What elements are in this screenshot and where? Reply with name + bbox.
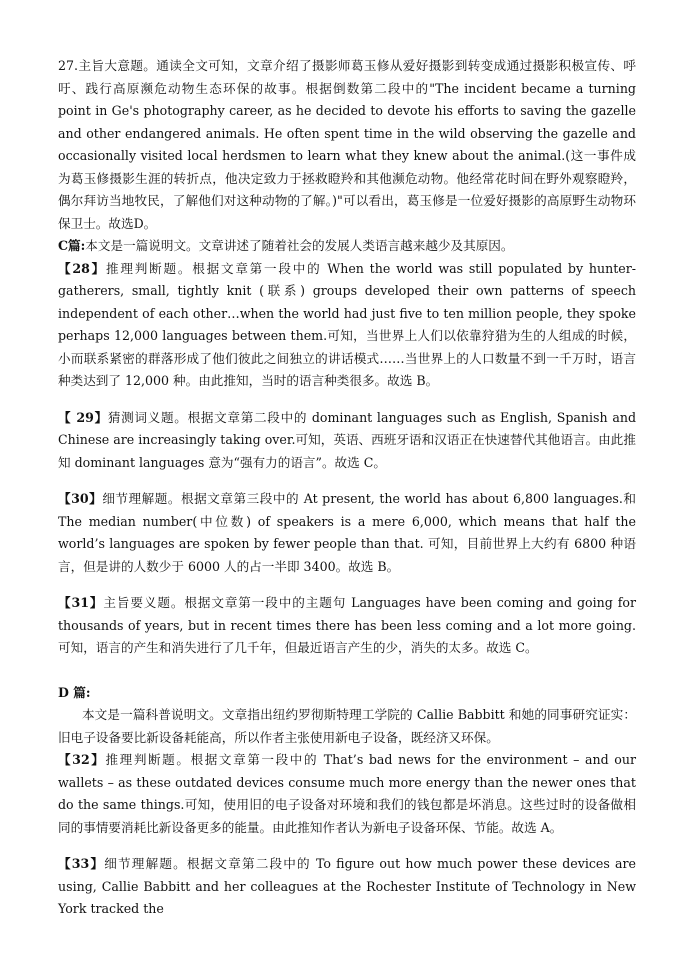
- section-d-summary: 本文是一篇科普说明文。文章指出纽约罗彻斯特理工学院的 Callie Babbitt 和她的同事研究证实：旧电子设备要比新设备耗能高，所以作者主张使用新电子设备，既经济又环保。: [58, 707, 636, 745]
- document-page: [58, 55, 636, 921]
- q30-tag: 【30】: [58, 491, 103, 506]
- q29-tag: 【 29】: [58, 409, 108, 425]
- q29-text: 猜测词义题。根据文章第二段中的 dominant languages such as English, Spanish and Chinese are increasingly taking over.可知，英语、西班牙语和汉语正在快速替代其他语言。由此推知 dominant languages 意为“强有力的语言”。故选 C。: [58, 409, 637, 470]
- section-c-label: C篇:: [58, 238, 86, 253]
- paragraph-q28: [58, 258, 636, 393]
- section-c-intro: [58, 235, 636, 258]
- q32-text: 推理判断题。根据文章第一段中的 That’s bad news for the environment – and our wallets – as these outdated devices consume much more energy than the newer ones that do the same things.可知，使用旧的电子设备对环境和我们的钱包都是坏消息。这些过时的设备做相同的事情要消耗比新设备更多的能量。由此推知作者认为新电子设备环保、节能。故选 A。: [58, 752, 636, 835]
- q32-tag: 【32】: [58, 752, 106, 767]
- q30-text: 细节理解题。根据文章第三段中的 At present, the world has about 6,800 languages.和 The median number(中位数) of speakers is a mere 6,000, which means that half the world’s languages are spoken by fewer people than that. 可知，目前世界上大约有 6800 种语言，但是讲的人数少于 6000 人的占一半即 3400。故选 B。: [58, 491, 636, 574]
- q33-tag: 【33】: [58, 856, 105, 871]
- paragraph-q29: [58, 407, 636, 475]
- q31-text: 主旨要义题。根据文章第一段中的主题句 Languages have been coming and going for thousands of years, but in recent times there has been less coming and a lot more going.可知，语言的产生和消失进行了几千年，但最近语言产生的少，消失的太多。故选 C。: [58, 595, 636, 655]
- section-c-summary: 本文是一篇说明文。文章讲述了随着社会的发展人类语言越来越少及其原因。: [85, 238, 514, 253]
- paragraph-q31: [58, 592, 636, 660]
- q31-tag: 【31】: [58, 595, 104, 610]
- paragraph-q32: [58, 749, 636, 839]
- paragraph-q33: [58, 853, 636, 921]
- q28-tag: 【28】: [58, 260, 107, 276]
- section-d-label: D 篇:: [58, 684, 91, 700]
- paragraph-q27: 27.主旨大意题。通读全文可知，文章介绍了摄影师葛玉修从爱好摄影到转变成通过摄影积极宣传、呼吁、践行高原濒危动物生态环保的故事。根据倒数第二段中的"The incident became a turning point in Ge's photography career, as he decided to devote his efforts to saving the gazelle and other endangered animals. He often spent time in the wild observing the gazelle and occasionally visited local herdsmen to learn what they knew about the animal.(这一事件成为葛玉修摄影生涯的转折点，他决定致力于拯救瞪羚和其他濒危动物。他经常花时间在野外观察瞪羚，偶尔拜访当地牧民，了解他们对这种动物的了解。)"可以看出，葛玉修是一位爱好摄影的高原野生动物环保卫士。故选D。: [58, 58, 636, 231]
- paragraph-q30: [58, 488, 636, 578]
- q33-text: 细节理解题。根据文章第二段中的 To figure out how much power these devices are using, Callie Babbitt and her colleagues at the Rochester Institute of Technology in New York tracked the: [58, 856, 636, 916]
- q28-text: 推理判断题。根据文章第一段中的 When the world was still populated by hunter-gatherers, small, tightly knit (联系) groups developed their own patterns of speech independent of each other…when the world had just five to ten million people, they spoke perhaps 12,000 languages between them.可知，当世界上人们以依靠狩猎为生的人组成的时候，小而联系紧密的群落形成了他们彼此之间独立的讲话模式……当世界上的人口数量不到一千万时，语言种类达到了 12,000 种。由此推知，当时的语言种类很多。故选 B。: [58, 260, 636, 388]
